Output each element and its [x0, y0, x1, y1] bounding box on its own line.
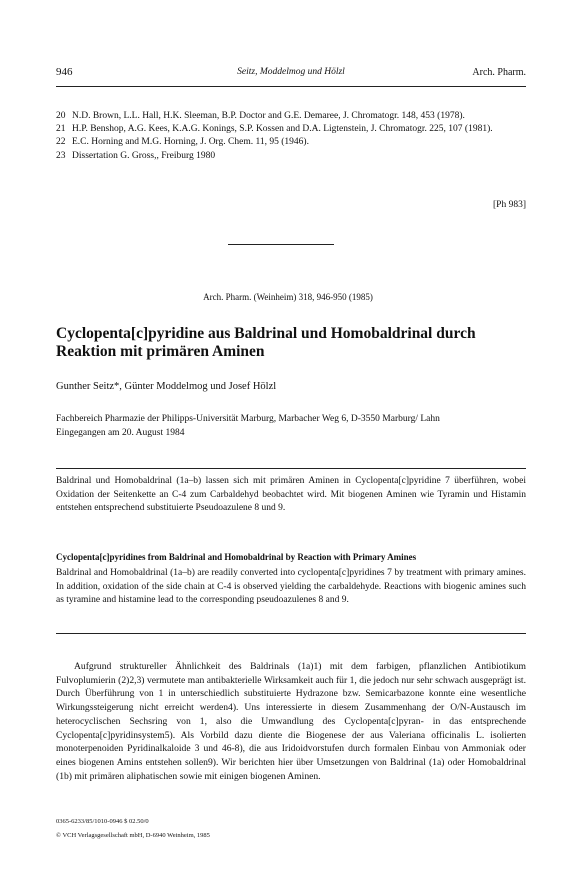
- abstract-german: Baldrinal und Homobaldrinal (1a–b) lassen sich mit primären Aminen in Cyclopenta[c]pyridine 7 überführen, wobei Oxidation der Seitenkette an C-4 zum Carbaldehyd beobachtet wird. Mit biogenen Aminen wie Tyramin und Histamin entstehen entsprechend substituierte Pseudoazulene 8 und 9.: [56, 476, 526, 514]
- reference-text: Dissertation G. Gross,, Freiburg 1980: [72, 150, 216, 161]
- section-divider: [228, 244, 334, 245]
- reference-number: 22: [56, 137, 66, 148]
- price-code: 0365-6233/85/1010-0946 $ 02.50/0: [56, 818, 149, 825]
- header-rule: [56, 86, 526, 87]
- reference-item: [56, 123, 526, 136]
- reference-number: 21: [56, 124, 66, 135]
- reference-text: N.D. Brown, L.L. Hall, H.K. Sleeman, B.P. Doctor and G.E. Demaree, J. Chromatogr. 148, 453 (1978).: [72, 111, 465, 121]
- abstract-rule-top: [56, 468, 526, 469]
- reference-item: [56, 110, 526, 123]
- page-number: 946: [56, 66, 73, 78]
- affiliation-block: [56, 413, 526, 440]
- reference-number: 20: [56, 111, 66, 121]
- journal-abbrev: Arch. Pharm.: [472, 67, 526, 78]
- copyright-line: © VCH Verlagsgesellschaft mbH, D-6940 Weinheim, 1985: [56, 832, 210, 839]
- running-head: [56, 66, 526, 82]
- article-authors: Gunther Seitz*, Günter Moddelmog und Josef Hölzl: [56, 381, 277, 392]
- page-footer: [56, 815, 210, 843]
- reference-item: [56, 136, 526, 149]
- manuscript-id: [Ph 983]: [493, 200, 526, 210]
- journal-citation: Arch. Pharm. (Weinheim) 318, 946-950 (1985): [203, 292, 373, 302]
- body-paragraph: Aufgrund struktureller Ähnlichkeit des Baldrinals (1a)1) mit dem farbigen, pflanzlichen Antibiotikum Fulvoplumierin (2)2,3) vermutete man antibakterielle Wirksamkeit auch für 1, die jedoch nur sehr schwach ausgeprägt ist. Durch Überführung von 1 in unterschiedlich substituierte Hydrazone bzw. Semicarbazone konnte eine wesentliche Wirkungssteigerung nicht erreicht werden4). Uns interessierte in diesem Zusammenhang der O/N-Austausch im heterocyclischen Sechsring von 1, also die Umwandlung des Cyclopenta[c]pyran- in das entsprechende Cyclopenta[c]pyridinsystem5). Als Vorbild dazu diente die Biogenese der aus Valeriana officinalis L. isolierten monoterpenoiden Pyridinalkaloide 3 und 46-8), die aus Iridoidvorstufen durch formalen Einbau von Ammoniak oder eines biogenen Amins entstehen sollen9). Wir berichten hier über Umsetzungen von Baldrinal (1a) oder Homobaldrinal (1b) mit primären aliphatischen sowie mit einigen biogenen Aminen.: [56, 661, 526, 782]
- reference-list: [56, 110, 526, 163]
- reference-item: [56, 150, 526, 163]
- affiliation: Fachbereich Pharmazie der Philipps-Universität Marburg, Marbacher Weg 6, D-3550 Marburg/ Lahn: [56, 414, 440, 424]
- abstract-english: Baldrinal and Homobaldrinal (1a–b) are readily converted into cyclopenta[c]pyridines 7 by treatment with primary amines. In addition, oxidation of the side chain at C-4 is observed yielding the carbaldehyde. Reactions with biogenic amines such as tyramine and histamine lead to the corresponding pseudoazulenes 8 and 9.: [56, 568, 526, 606]
- reference-text: E.C. Horning and M.G. Horning, J. Org. Chem. 11, 95 (1946).: [72, 137, 309, 148]
- reference-text: H.P. Benshop, A.G. Kees, K.A.G. Konings, S.P. Kossen and D.A. Ligtenstein, J. Chromatogr. 225, 107 (1981).: [72, 124, 493, 135]
- running-authors: Seitz, Moddelmog und Hölzl: [237, 67, 345, 77]
- received-date: Eingegangen am 20. August 1984: [56, 427, 185, 438]
- article-title: Cyclopenta[c]pyridine aus Baldrinal und Homobaldrinal durch Reaktion mit primären Aminen: [56, 325, 476, 360]
- abstract-rule-bottom: [56, 633, 526, 634]
- abstract-english-title: Cyclopenta[c]pyridines from Baldrinal and Homobaldrinal by Reaction with Primary Amines: [56, 552, 417, 562]
- reference-number: 23: [56, 150, 66, 161]
